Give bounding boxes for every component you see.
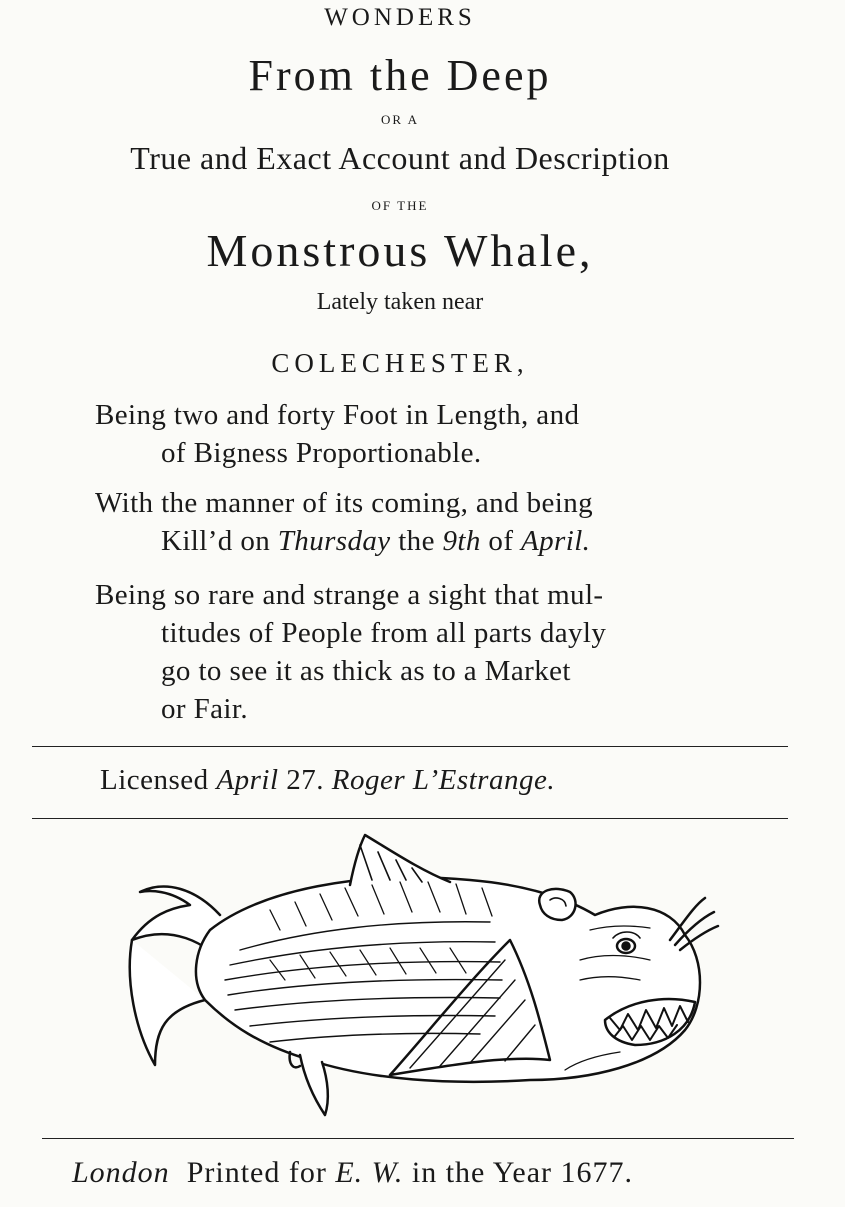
paragraph-length	[95, 396, 745, 472]
title-monstrous-whale: Monstrous Whale,	[206, 225, 594, 276]
paragraph-length-line2: of Bigness Proportionable.	[161, 437, 482, 469]
title-from-the-deep: From the Deep	[248, 51, 552, 100]
license-prefix: Licensed	[100, 764, 217, 796]
title-colechester: COLECHESTER,	[271, 348, 529, 378]
paragraph-rare-line1: Being so rare and strange a sight that mul-	[95, 579, 604, 611]
text-the: the	[390, 525, 443, 557]
paragraph-rare-line2: titudes of People from all parts dayly	[161, 617, 607, 649]
text-9th: 9th	[442, 525, 481, 557]
license-month: April	[216, 764, 279, 796]
paragraph-rare-line3: go to see it as thick as to a Market	[161, 655, 571, 687]
text-april: April.	[521, 525, 591, 557]
title-or-a: OR A	[381, 112, 419, 127]
title-true-account: True and Exact Account and Description	[130, 140, 670, 176]
imprint-printed-for: Printed for	[169, 1156, 336, 1189]
paragraph-manner-line1: With the manner of its coming, and being	[95, 487, 594, 519]
text-killd-on: Kill’d on	[161, 525, 278, 557]
license-name: Roger L’Estrange.	[331, 764, 556, 796]
paragraph-manner	[95, 484, 745, 560]
text-thursday: Thursday	[277, 525, 391, 557]
imprint-city: London	[72, 1156, 170, 1189]
imprint-line	[72, 1156, 633, 1190]
paragraph-rare-line4: or Fair.	[161, 693, 248, 725]
divider-middle	[32, 818, 788, 819]
whale-woodcut-icon	[110, 830, 720, 1130]
divider-top	[32, 746, 788, 747]
license-line	[100, 764, 555, 797]
divider-bottom	[42, 1138, 794, 1139]
title-lately-taken: Lately taken near	[316, 289, 484, 315]
license-day: 27.	[278, 764, 332, 796]
title-of-the: OF THE	[371, 198, 429, 213]
imprint-year: in the Year 1677.	[403, 1156, 634, 1189]
paragraph-rare-sight	[95, 576, 745, 728]
text-of: of	[480, 525, 522, 557]
paragraph-length-line1: Being two and forty Foot in Length, and	[95, 399, 580, 431]
paragraph-manner-line2	[95, 522, 745, 560]
title-wonders: WONDERS	[324, 4, 476, 31]
imprint-printer: E. W.	[335, 1156, 404, 1189]
